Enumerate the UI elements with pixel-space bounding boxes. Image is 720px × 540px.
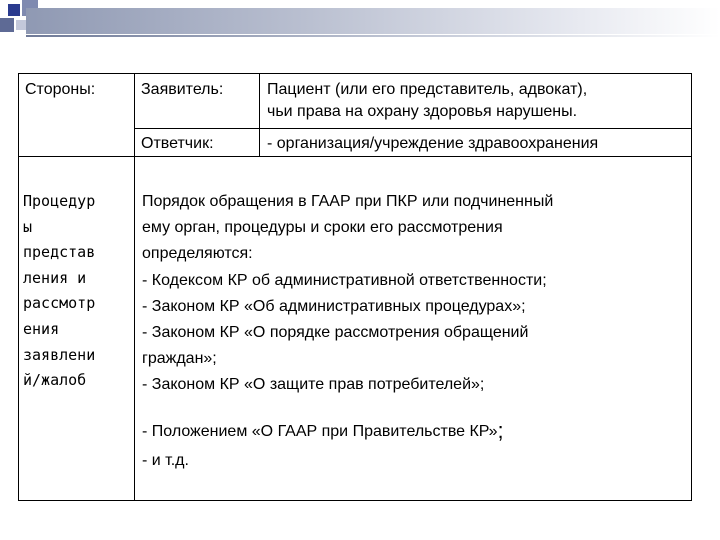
- info-table: [18, 73, 692, 501]
- procedures-label-line: заявлени: [23, 345, 96, 364]
- procedures-label-line: представ: [23, 243, 96, 262]
- regulation-semicolon: ;: [497, 418, 504, 443]
- procedures-label-line: ы: [23, 217, 33, 236]
- procedures-text: [142, 189, 553, 399]
- procedures-text-line: - Законом КР «О защите прав потребителей»;: [142, 376, 485, 394]
- procedures-label-line: рассмотр: [23, 294, 96, 313]
- procedures-text-line: ему орган, процедуры и сроки его рассмотрения: [142, 219, 503, 237]
- procedures-text-line: Порядок обращения в ГААР при ПКР или подчиненный: [142, 193, 554, 210]
- row-divider: [19, 156, 692, 157]
- regulation-text: - Положением «О ГААР при Правительстве КР»: [142, 423, 498, 440]
- respondent-text: - организация/учреждение здравоохранения: [267, 135, 599, 152]
- applicant-label: Заявитель:: [141, 81, 224, 98]
- regulation-line: [142, 420, 504, 443]
- decor-square-light: [16, 20, 26, 30]
- respondent-label: Ответчик:: [141, 135, 214, 152]
- procedures-label: [23, 189, 95, 394]
- column-divider: [134, 74, 135, 501]
- procedures-label-line: Процедур: [23, 192, 96, 210]
- row-divider: [134, 128, 692, 129]
- procedures-text-line: - Законом КР «О порядке рассмотрения обращений: [142, 324, 529, 342]
- procedures-label-line: ения: [23, 319, 60, 338]
- decor-gradient-band: [26, 8, 720, 34]
- procedures-label-line: ления и: [23, 268, 87, 287]
- procedures-text-line: граждан»;: [142, 350, 217, 368]
- decor-square-dark: [8, 4, 20, 16]
- decor-square-mid: [0, 18, 14, 32]
- procedures-text-line: определяются:: [142, 245, 253, 263]
- decorative-corner-graphic: [0, 0, 720, 45]
- applicant-text-line: Пациент (или его представитель, адвокат),: [267, 81, 588, 98]
- procedures-text-line: - Законом КР «Об административных процедурах»;: [142, 297, 526, 315]
- parties-label: Стороны:: [25, 81, 96, 98]
- etc-line: - и т.д.: [142, 452, 189, 469]
- column-divider: [259, 74, 260, 156]
- applicant-text-line: чьи права на охрану здоровья нарушены.: [267, 103, 578, 120]
- decor-gradient-line: [26, 35, 720, 37]
- procedures-text-line: - Кодексом КР об административной ответственности;: [142, 271, 547, 289]
- procedures-label-line: й/жалоб: [23, 371, 87, 390]
